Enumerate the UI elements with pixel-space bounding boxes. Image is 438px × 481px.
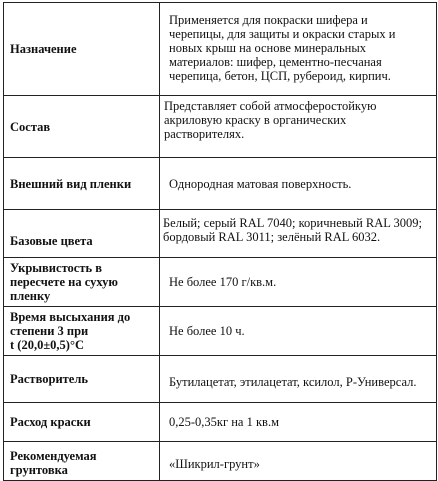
spec-name-cell xyxy=(4,442,160,481)
spec-name-cell xyxy=(4,96,160,158)
spec-name-cell xyxy=(4,258,160,307)
spec-value: Не более 170 г/кв.м. xyxy=(169,275,277,289)
spec-name: Состав xyxy=(10,119,51,134)
spec-value-cell xyxy=(160,158,437,210)
spec-value-cell xyxy=(160,403,437,442)
spec-row-purpose xyxy=(4,3,437,96)
spec-row-hiding-power xyxy=(4,258,437,307)
spec-name: Назначение xyxy=(10,42,77,56)
spec-name: Укрывистость в пересчете на сухую пленку xyxy=(10,261,118,303)
spec-value: «Шикрил-грунт» xyxy=(169,457,260,471)
spec-name-cell xyxy=(4,3,160,96)
spec-value-cell xyxy=(160,96,437,158)
spec-name-cell xyxy=(4,210,160,258)
spec-value: Однородная матовая поверхность. xyxy=(169,176,352,191)
spec-name: Рекомендуемая грунтовка xyxy=(10,449,97,477)
spec-row-drying-time xyxy=(4,307,437,356)
spec-row-film-appearance xyxy=(4,158,437,210)
spec-row-composition xyxy=(4,96,437,158)
spec-name: Растворитель xyxy=(10,372,88,386)
spec-value: 0,25-0,35кг на 1 кв.м xyxy=(169,415,279,429)
spec-value-cell xyxy=(160,210,437,258)
spec-value: Применяется для покраски шифера и черепицы, для защиты и окраски старых и новых крыш на основе минеральных материалов: шифер, цементно-песчаная черепица, бетон, ЦСП, рубероид, кирпич. xyxy=(169,13,396,83)
spec-value-cell xyxy=(160,307,437,356)
spec-value: Бутилацетат, этилацетат, ксилол, Р-Универсал. xyxy=(169,375,417,389)
spec-value-cell xyxy=(160,258,437,307)
spec-name: Внешний вид пленки xyxy=(10,176,132,191)
spec-name: Расход краски xyxy=(10,415,91,429)
spec-value-cell xyxy=(160,442,437,481)
spec-name: Время высыхания до степени 3 при t (20,0±0,5)°С xyxy=(10,310,131,352)
spec-name-cell xyxy=(4,158,160,210)
spec-value: Белый; серый RAL 7040; коричневый RAL 3009; бордовый RAL 3011; зелёный RAL 6032. xyxy=(163,216,423,244)
spec-value: Представляет собой атмосферостойкую акриловую краску в органических растворителях. xyxy=(164,99,377,141)
spec-value-cell xyxy=(160,356,437,403)
spec-row-base-colors xyxy=(4,210,437,258)
spec-row-primer xyxy=(4,442,437,481)
spec-name-cell xyxy=(4,403,160,442)
spec-name-cell xyxy=(4,307,160,356)
spec-value-cell xyxy=(160,3,437,96)
spec-value: Не более 10 ч. xyxy=(169,324,245,338)
spec-row-consumption xyxy=(4,403,437,442)
spec-name-cell xyxy=(4,356,160,403)
spec-name: Базовые цвета xyxy=(10,233,93,248)
specification-table xyxy=(3,2,437,481)
spec-row-solvent xyxy=(4,356,437,403)
